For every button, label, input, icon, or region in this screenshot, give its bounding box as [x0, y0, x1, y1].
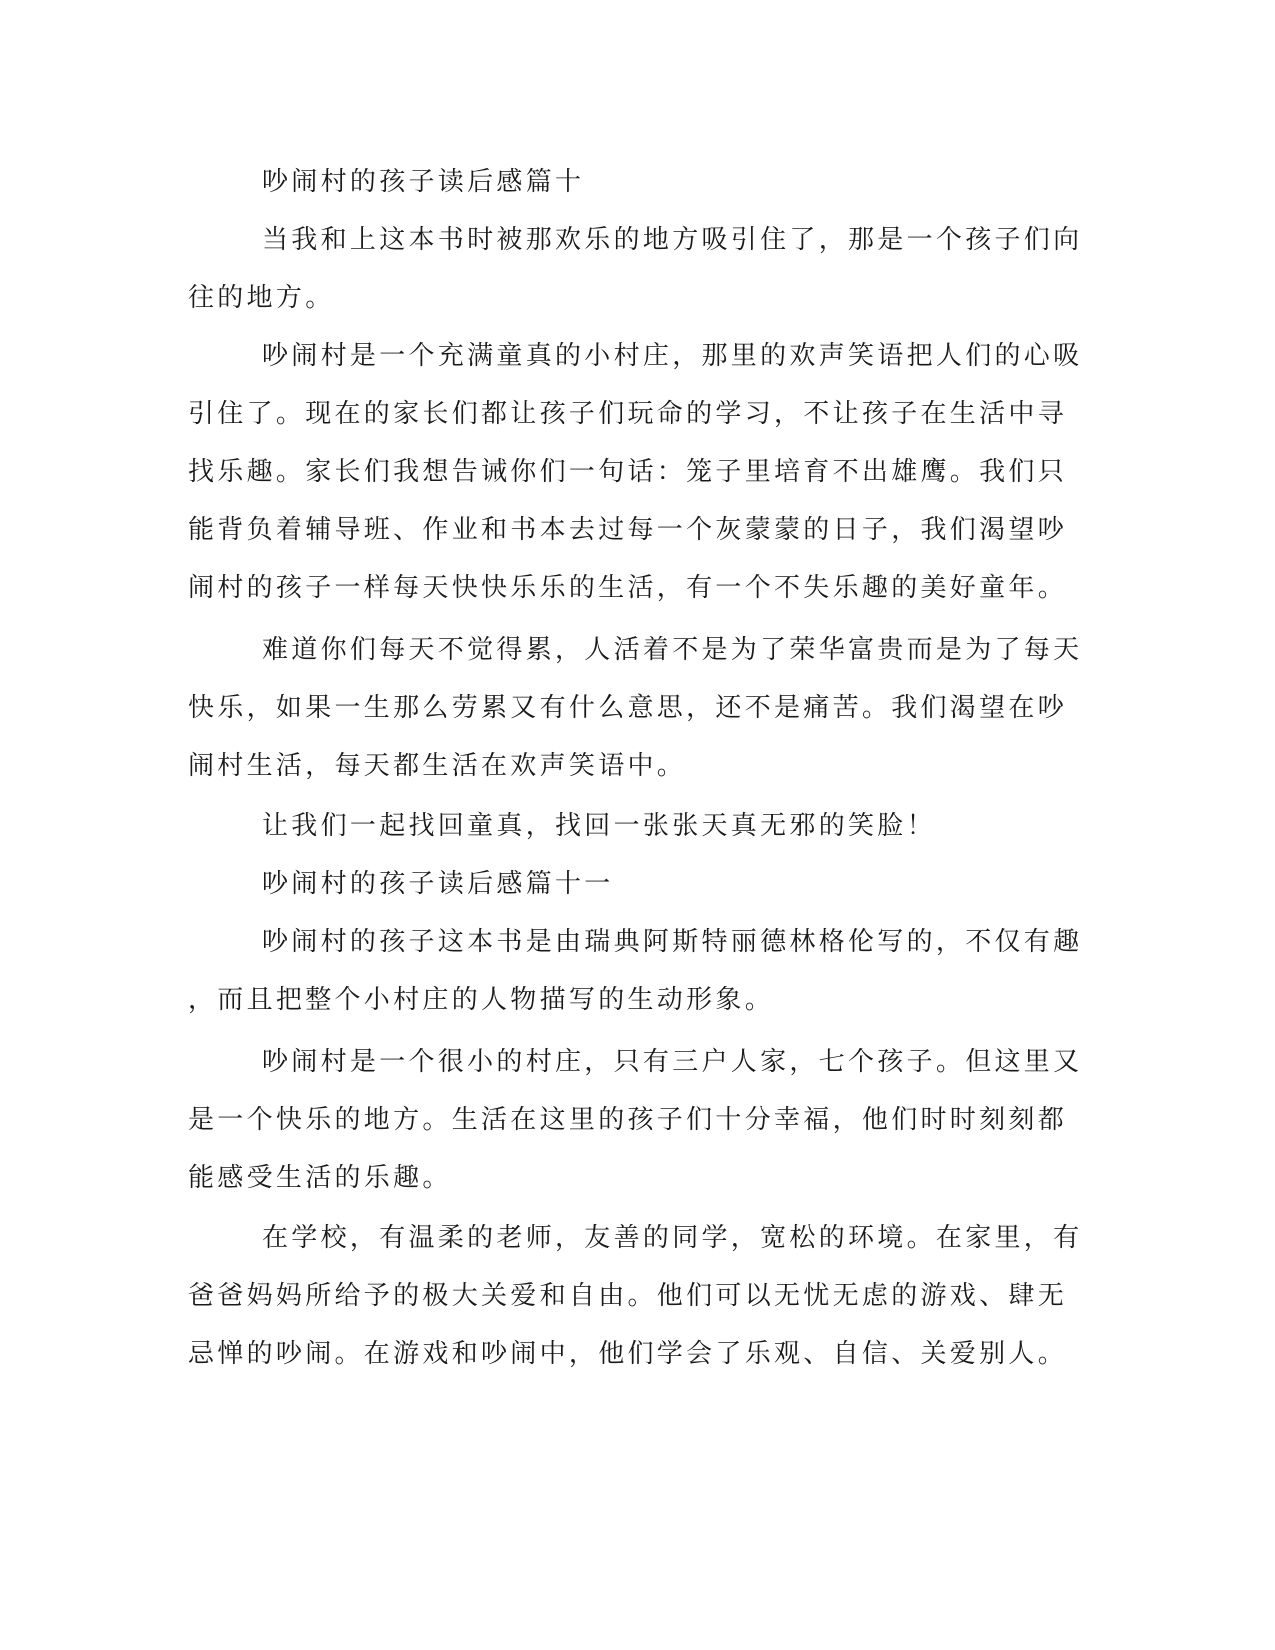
paragraph-line: 吵闹村是一个很小的村庄，只有三户人家，七个孩子。但这里又 — [262, 1047, 1083, 1077]
paragraph-line: 忌惮的吵闹。在游戏和吵闹中，他们学会了乐观、自信、关爱别人。 — [188, 1339, 1068, 1369]
paragraph-line: 当我和上这本书时被那欢乐的地方吸引住了，那是一个孩子们向 — [262, 225, 1083, 255]
paragraph-line: 在学校，有温柔的老师，友善的同学，宽松的环境。在家里，有 — [262, 1223, 1083, 1253]
paragraph-line: 闹村生活，每天都生活在欢声笑语中。 — [188, 751, 687, 781]
paragraph-line: 爸爸妈妈所给予的极大关爱和自由。他们可以无忧无虑的游戏、肆无 — [188, 1281, 1068, 1311]
paragraph-line: 引住了。现在的家长们都让孩子们玩命的学习，不让孩子在生活中寻 — [188, 399, 1068, 429]
paragraph-line: 闹村的孩子一样每天快快乐乐的生活，有一个不失乐趣的美好童年。 — [188, 573, 1068, 603]
paragraph-line: 吵闹村的孩子这本书是由瑞典阿斯特丽德林格伦写的，不仅有趣 — [262, 927, 1083, 957]
paragraph-line: 能背负着辅导班、作业和书本去过每一个灰蒙蒙的日子，我们渴望吵 — [188, 515, 1068, 545]
section-heading-10: 吵闹村的孩子读后感篇十 — [262, 167, 585, 197]
paragraph-line: 能感受生活的乐趣。 — [188, 1163, 452, 1193]
paragraph-line: 难道你们每天不觉得累，人活着不是为了荣华富贵而是为了每天 — [262, 635, 1083, 665]
paragraph-line: ，而且把整个小村庄的人物描写的生动形象。 — [188, 985, 775, 1015]
paragraph-line: 往的地方。 — [188, 283, 335, 313]
paragraph-line: 让我们一起找回童真，找回一张张天真无邪的笑脸！ — [262, 811, 936, 841]
paragraph-line: 找乐趣。家长们我想告诫你们一句话：笼子里培育不出雄鹰。我们只 — [188, 457, 1068, 487]
section-heading-11: 吵闹村的孩子读后感篇十一 — [262, 869, 614, 899]
paragraph-line: 是一个快乐的地方。生活在这里的孩子们十分幸福，他们时时刻刻都 — [188, 1105, 1068, 1135]
paragraph-line: 吵闹村是一个充满童真的小村庄，那里的欢声笑语把人们的心吸 — [262, 341, 1083, 371]
paragraph-line: 快乐，如果一生那么劳累又有什么意思，还不是痛苦。我们渴望在吵 — [188, 693, 1068, 723]
